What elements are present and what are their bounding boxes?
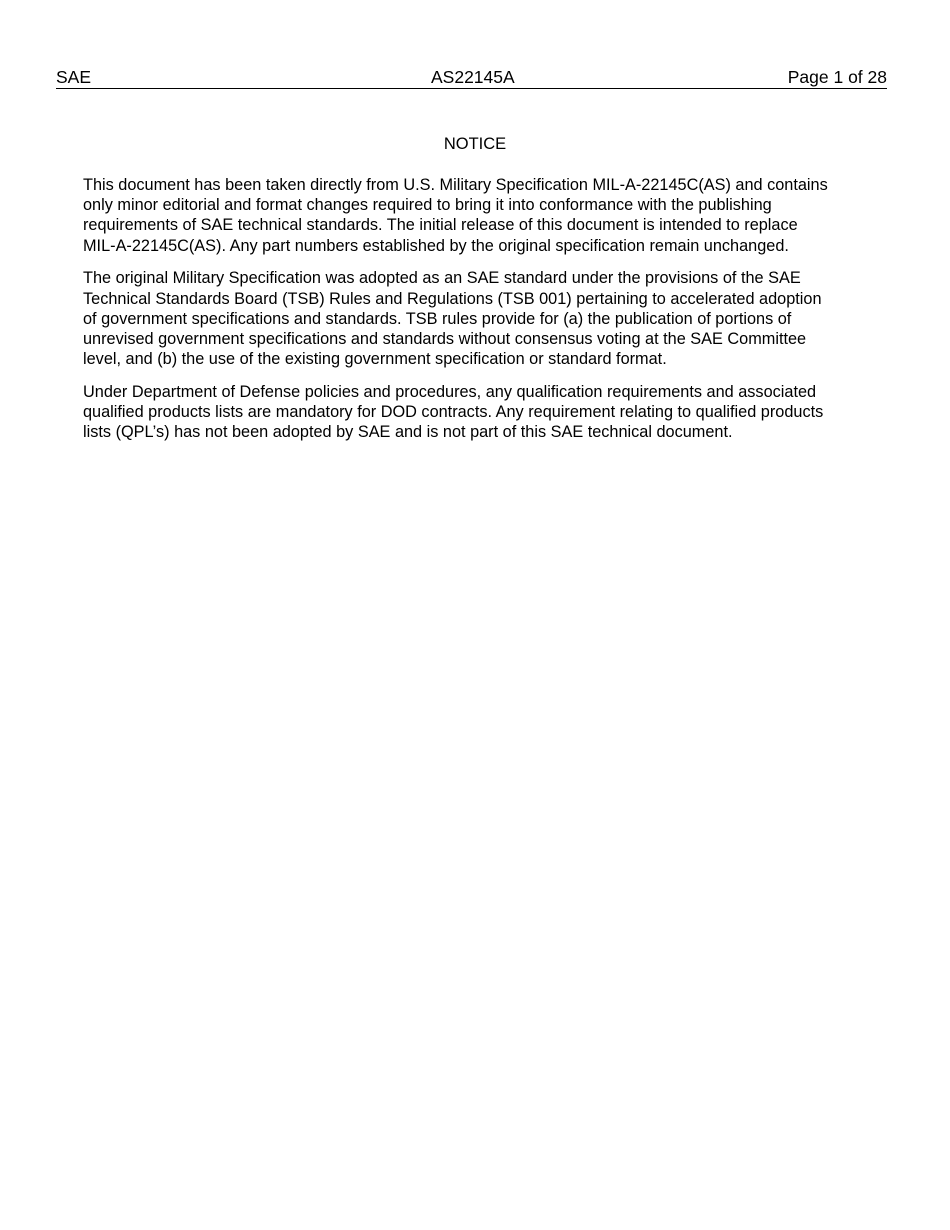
- header-organization: SAE: [56, 67, 92, 87]
- notice-body: [83, 175, 873, 455]
- header-page-number: Page 1 of 28: [787, 67, 887, 87]
- header-document-number: AS22145A: [431, 67, 515, 87]
- notice-paragraph-2: The original Military Specification was adopted as an SAE standard under the provisions of the SAE Technical Standards Board (TSB) Rules and Regulations (TSB 001) pertaining to accelerated adoption of government specifications and standards. TSB rules provide for (a) the publication of portions of unrevised government specifications and standards without consensus voting at the SAE Committee level, and (b) the use of the existing government specification or standard format.: [83, 269, 822, 369]
- notice-paragraph-1: This document has been taken directly from U.S. Military Specification MIL-A-22145C(AS) and contains only minor editorial and format changes required to bring it into conformance with the publishing requirements of SAE technical standards. The initial release of this document is intended to replace MIL-A-22145C(AS). Any part numbers established by the original specification remain unchanged.: [83, 176, 828, 255]
- page-header: [56, 67, 887, 89]
- notice-title: NOTICE: [443, 135, 507, 153]
- notice-paragraph-3: Under Department of Defense policies and procedures, any qualification requirements and associated qualified products lists are mandatory for DOD contracts. Any requirement relating to qualified products lists (QPL’s) has not been adopted by SAE and is not part of this SAE technical document.: [83, 382, 824, 442]
